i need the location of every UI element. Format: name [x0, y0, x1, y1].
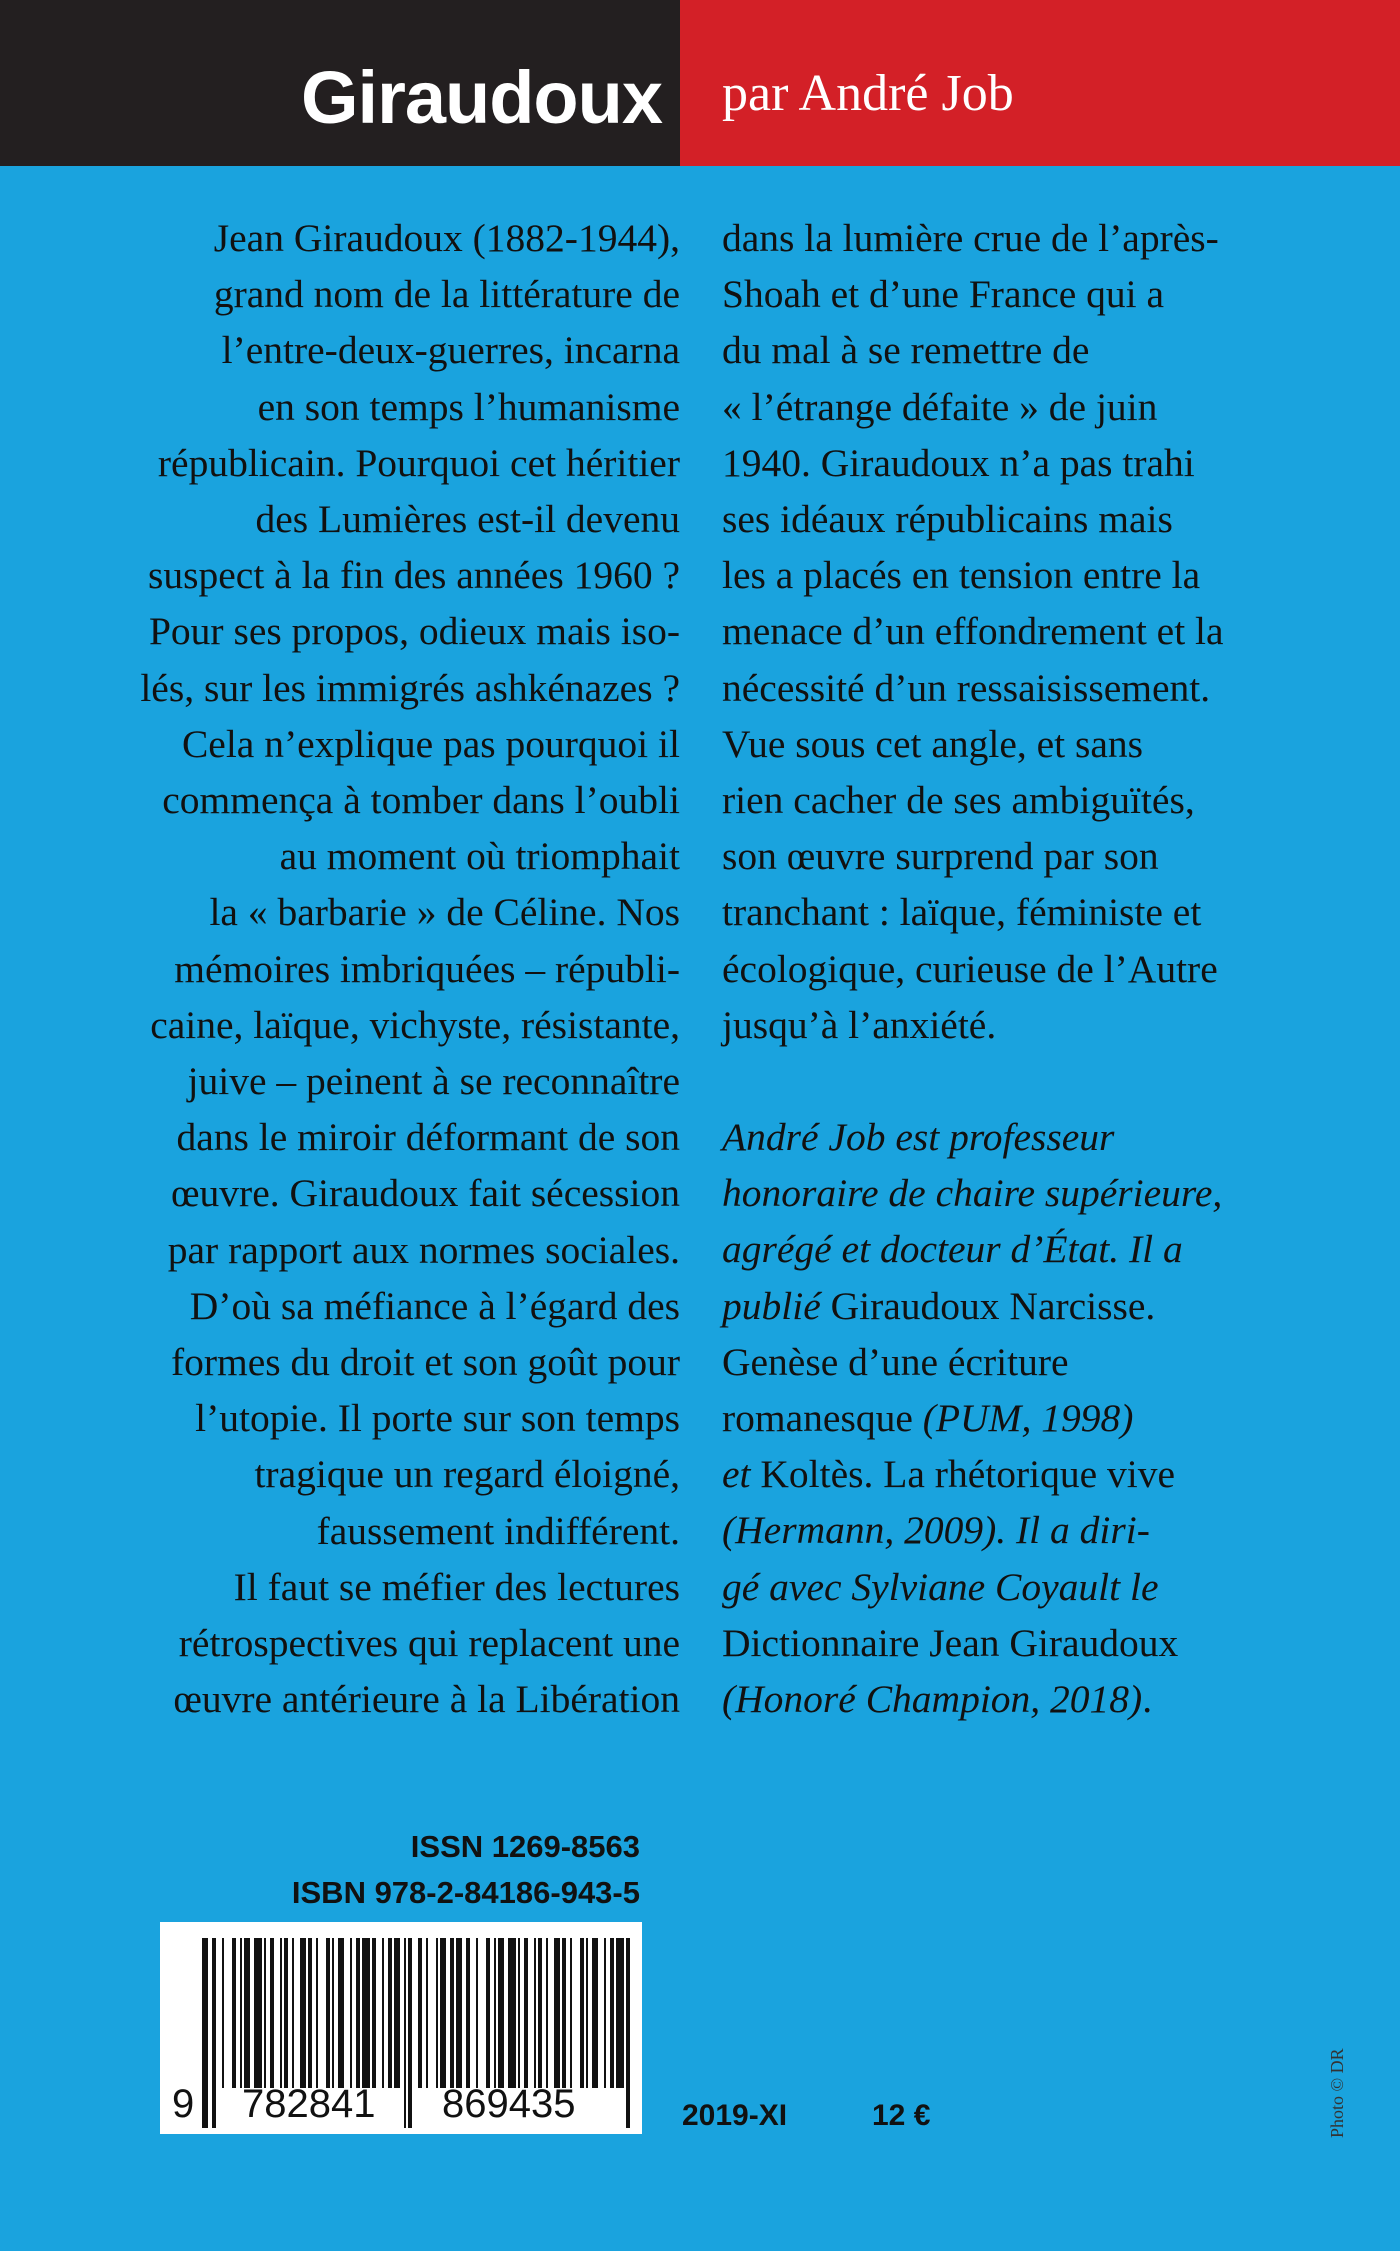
barcode-bar: [308, 1938, 312, 2088]
text-line: Jean Giraudoux (1882-1944),: [213, 216, 680, 260]
summary-left-column: [90, 210, 680, 1727]
text-line: tranchant : laïque, féministe et: [722, 890, 1202, 935]
bio-line: honoraire de chaire supérieure,: [722, 1171, 1223, 1216]
text-line: Il faut se méfier des lectures: [233, 1564, 680, 1609]
barcode-bar: [610, 1938, 614, 2088]
barcode-bar: [586, 1938, 588, 2088]
header-red-band: [680, 0, 1400, 166]
barcode-bar: [476, 1938, 478, 2088]
isbn-code: ISBN 978-2-84186-943-5: [291, 1875, 640, 1910]
text-line: Pour ses propos, odieux mais iso-: [148, 609, 680, 654]
barcode-bar: [292, 1938, 294, 2088]
barcode-bar: [616, 1938, 624, 2088]
barcode-bar: [212, 1938, 216, 2128]
text-line: juive – peinent à se reconnaître: [187, 1059, 680, 1104]
barcode-bar: [466, 1938, 470, 2088]
barcode-bar: [244, 1938, 250, 2088]
barcode-bar: [562, 1938, 566, 2088]
barcode-bar: [498, 1938, 504, 2088]
bio-line: gé avec Sylviane Coyault le: [722, 1564, 1159, 1609]
text-line: l’utopie. Il porte sur son temps: [195, 1396, 680, 1441]
barcode-bar: [426, 1938, 428, 2088]
author-bio: [722, 1109, 1302, 1727]
bio-line: Dictionnaire Jean Giraudoux: [722, 1620, 1179, 1665]
barcode-bar: [518, 1938, 520, 2088]
barcode-bar: [456, 1938, 462, 2088]
barcode-bar: [626, 1938, 630, 2128]
book-title: Giraudoux: [300, 56, 662, 139]
barcode-bar: [580, 1938, 584, 2088]
barcode-bar: [350, 1938, 352, 2088]
barcode-bar: [254, 1938, 262, 2088]
bio-line: (Hermann, 2009). Il a diri-: [722, 1508, 1150, 1553]
barcode-bar: [326, 1938, 330, 2088]
barcode-bar: [546, 1938, 548, 2088]
bio-line: (Honoré Champion, 2018).: [722, 1677, 1153, 1722]
bio-line: André Job est professeur: [722, 1115, 1115, 1160]
text-line: son œuvre surprend par son: [722, 834, 1159, 879]
text-line: Shoah et d’une France qui a: [722, 272, 1165, 317]
barcode-bar: [356, 1938, 360, 2088]
barcode-bar: [284, 1938, 288, 2088]
barcode-bar: [222, 1938, 224, 2088]
barcode-bar: [592, 1938, 598, 2088]
text-line: commença à tomber dans l’oubli: [162, 778, 680, 823]
barcode-bar: [362, 1938, 370, 2088]
bio-line: Genèse d’une écriture: [722, 1339, 1069, 1384]
barcode-bar: [232, 1938, 236, 2088]
barcode-bar: [436, 1938, 438, 2088]
barcode-bar: [382, 1938, 384, 2088]
text-line: la « barbarie » de Céline. Nos: [209, 890, 680, 935]
price: 12 €: [872, 2099, 931, 2132]
barcode-bar: [240, 1938, 242, 2088]
text-line: D’où sa méfiance à l’égard des: [189, 1283, 680, 1328]
barcode-bar: [408, 1938, 412, 2128]
text-line: écologique, curieuse de l’Autre: [722, 946, 1218, 991]
barcode-bar: [300, 1938, 306, 2088]
text-line: rétrospectives qui replacent une: [178, 1621, 680, 1666]
barcode-bar: [440, 1938, 446, 2088]
barcode-bar: [494, 1938, 496, 2088]
barcode-bar: [418, 1938, 422, 2088]
barcode-digit-first: 9: [172, 2082, 195, 2126]
barcode-group-right: 869435: [442, 2082, 576, 2126]
issn-code: ISSN 1269-8563: [410, 1829, 640, 1864]
text-line: Vue sous cet angle, et sans: [722, 721, 1144, 766]
isbn-barcode: [160, 1922, 642, 2134]
text-line: ses idéaux républicains mais: [722, 497, 1173, 542]
text-line: jusqu’à l’anxiété.: [722, 1002, 997, 1047]
barcode-bar: [338, 1938, 344, 2088]
barcode-bar: [202, 1938, 208, 2128]
text-line: œuvre antérieure à la Libération: [173, 1677, 680, 1722]
barcode-bar: [264, 1938, 266, 2088]
text-line: lés, sur les immigrés ashkénazes ?: [140, 665, 680, 710]
text-line: l’entre-deux-guerres, incarna: [221, 328, 680, 373]
cover-header: [0, 0, 1400, 166]
bio-line: romanesque (PUM, 1998): [722, 1396, 1134, 1441]
text-line: menace d’un effondrement et la: [722, 609, 1224, 654]
photo-credit: Photo © DR: [1327, 2048, 1347, 2138]
barcode-bar: [332, 1938, 334, 2088]
barcode-bar: [538, 1938, 542, 2088]
barcode-bar: [270, 1938, 274, 2088]
text-line: « l’étrange défaite » de juin: [722, 384, 1158, 429]
barcode-bar: [554, 1938, 560, 2088]
book-author: par André Job: [722, 65, 1014, 122]
text-line: des Lumières est-il devenu: [255, 497, 680, 542]
text-line: dans le miroir déformant de son: [176, 1115, 680, 1160]
text-line: au moment où triomphait: [279, 834, 680, 879]
barcode-bar: [450, 1938, 454, 2088]
text-line: Cela n’explique pas pourquoi il: [181, 721, 680, 766]
bio-line: agrégé et docteur d’État. Il a: [722, 1227, 1183, 1272]
text-line: faussement indifférent.: [316, 1508, 680, 1553]
barcode-bar: [316, 1938, 318, 2088]
barcode-bar: [508, 1938, 516, 2088]
text-line: 1940. Giraudoux n’a pas trahi: [722, 440, 1195, 485]
barcode-bar: [394, 1938, 400, 2088]
barcode-bar: [486, 1938, 490, 2088]
barcode-bar: [524, 1938, 528, 2088]
text-line: œuvre. Giraudoux fait sécession: [171, 1171, 680, 1216]
text-line: mémoires imbriquées – républi-: [174, 946, 680, 991]
text-line: formes du droit et son goût pour: [170, 1340, 680, 1385]
text-line: rien cacher de ses ambiguïtés,: [722, 778, 1195, 823]
barcode-bar: [372, 1938, 376, 2088]
text-line: suspect à la fin des années 1960 ?: [148, 553, 680, 598]
issue-number: 2019-XI: [682, 2099, 788, 2132]
text-line: caine, laïque, vichyste, résistante,: [150, 1002, 680, 1047]
header-black-band: [0, 0, 680, 166]
text-line: tragique un regard éloigné,: [254, 1452, 680, 1497]
bio-line: publié Giraudoux Narcisse.: [722, 1283, 1156, 1328]
text-line: grand nom de la littérature de: [213, 272, 680, 317]
text-line: les a placés en tension entre la: [722, 553, 1201, 598]
text-line: du mal à se remettre de: [722, 328, 1090, 373]
text-line: dans la lumière crue de l’après-: [722, 216, 1219, 260]
publication-codes: [292, 1824, 640, 1916]
barcode-bar: [604, 1938, 606, 2088]
barcode-bar: [388, 1938, 392, 2088]
text-line: par rapport aux normes sociales.: [167, 1227, 680, 1272]
barcode-group-left: 782841: [242, 2082, 376, 2126]
barcode-bar: [534, 1938, 536, 2088]
summary-right-column: [722, 210, 1302, 1727]
barcode-bar: [404, 1938, 406, 2128]
barcode-bar: [570, 1938, 572, 2088]
text-line: républicain. Pourquoi cet héritier: [157, 440, 680, 485]
text-line: en son temps l’humanisme: [257, 384, 680, 429]
barcode-bar: [280, 1938, 282, 2088]
text-line: nécessité d’un ressaisissement.: [722, 665, 1211, 710]
bio-line: et Koltès. La rhétorique vive: [722, 1452, 1176, 1497]
